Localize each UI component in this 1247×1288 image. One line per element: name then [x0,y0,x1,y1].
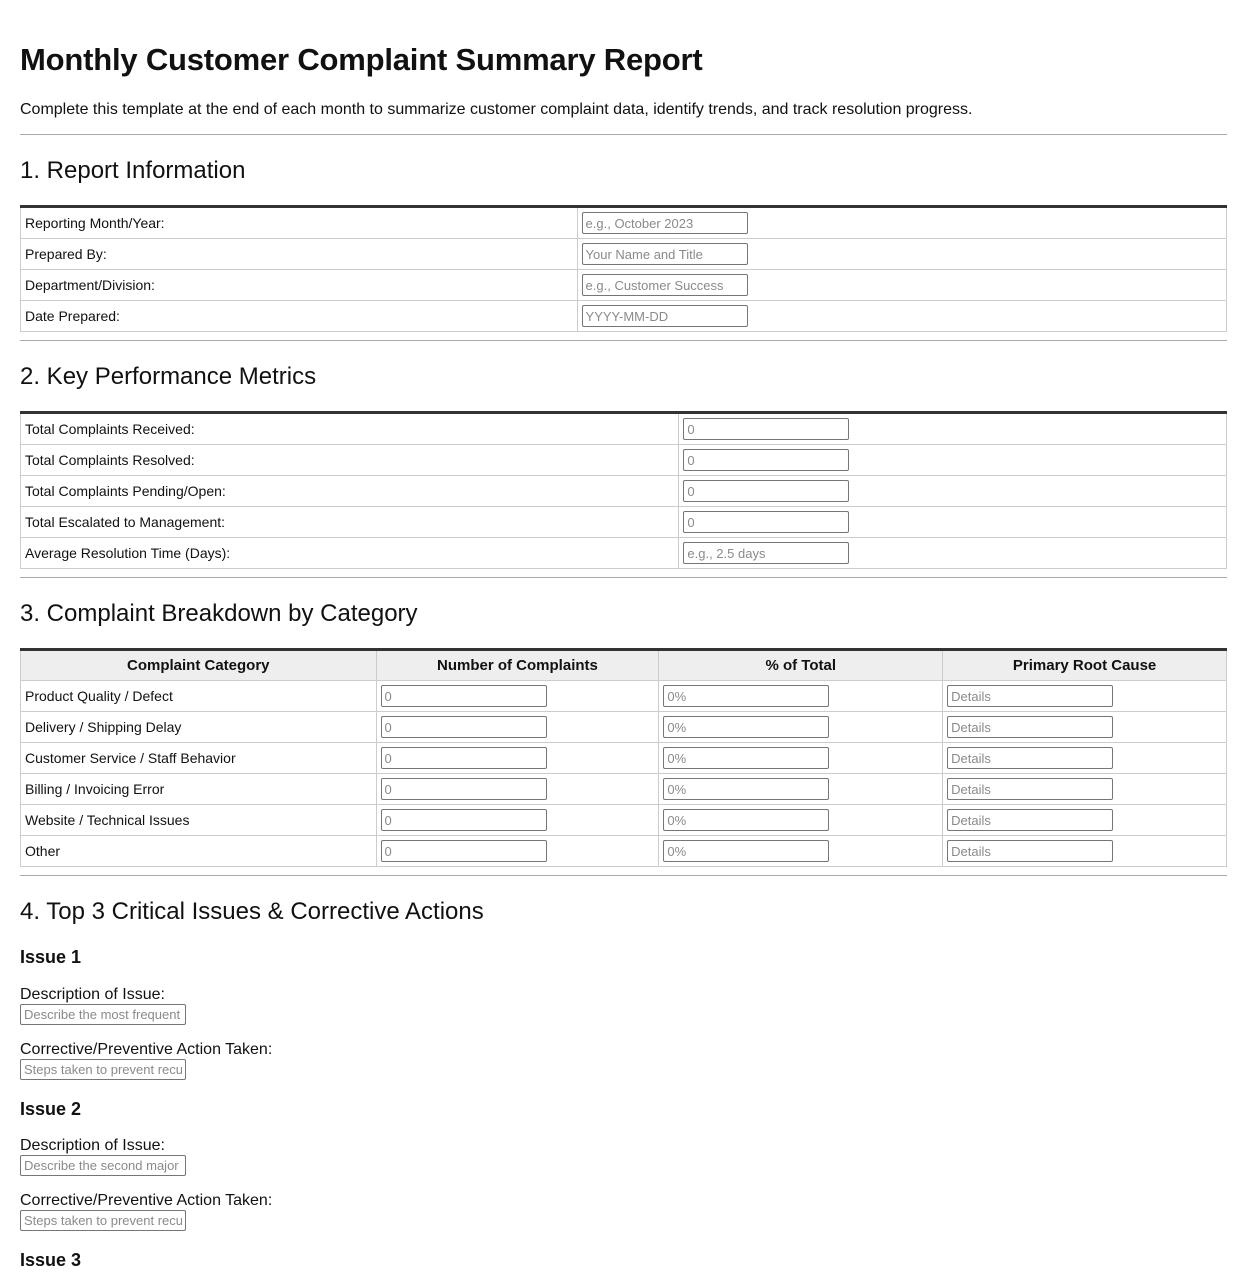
divider [20,577,1227,578]
complaint-count-input[interactable] [381,685,547,707]
column-header: Number of Complaints [376,650,659,681]
category-cell: Billing / Invoicing Error [21,774,377,805]
percent-total-input[interactable] [663,747,829,769]
percent-total-input[interactable] [663,778,829,800]
avg-resolution-input[interactable] [683,542,849,564]
percent-total-input[interactable] [663,809,829,831]
key-metrics-table [20,411,1227,569]
metric-label: Total Complaints Received: [21,413,679,445]
total-pending-input[interactable] [683,480,849,502]
issue-2-description-input[interactable] [20,1155,186,1176]
root-cause-input[interactable] [947,778,1113,800]
field-label: Department/Division: [21,270,578,301]
reporting-month-input[interactable] [582,212,748,234]
table-row [21,239,1227,270]
category-cell: Delivery / Shipping Delay [21,712,377,743]
prepared-by-input[interactable] [582,243,748,265]
table-row [21,507,1227,538]
issue-2-block [20,1098,1227,1231]
category-cell: Website / Technical Issues [21,805,377,836]
complaint-count-input[interactable] [381,747,547,769]
table-row [21,774,1227,805]
issue-1-block [20,946,1227,1080]
corrective-action-label: Corrective/Preventive Action Taken: [20,1041,273,1058]
metric-label: Total Escalated to Management: [21,507,679,538]
total-resolved-input[interactable] [683,449,849,471]
issue-1-description-input[interactable] [20,1004,186,1025]
percent-total-input[interactable] [663,716,829,738]
table-row [21,836,1227,867]
complaint-count-input[interactable] [381,809,547,831]
total-received-input[interactable] [683,418,849,440]
category-breakdown-table [20,648,1227,867]
percent-total-input[interactable] [663,685,829,707]
complaint-count-input[interactable] [381,716,547,738]
root-cause-input[interactable] [947,685,1113,707]
issue-title: Issue 3 [20,1250,82,1270]
column-header: Primary Root Cause [943,650,1227,681]
table-row [21,681,1227,712]
section-heading-key-metrics: 2. Key Performance Metrics [20,363,317,390]
divider [20,875,1227,876]
metric-label: Average Resolution Time (Days): [21,538,679,569]
total-escalated-input[interactable] [683,511,849,533]
root-cause-input[interactable] [947,716,1113,738]
section-heading-report-information: 1. Report Information [20,157,246,184]
root-cause-input[interactable] [947,747,1113,769]
complaint-count-input[interactable] [381,778,547,800]
date-prepared-input[interactable] [582,305,748,327]
divider [20,134,1227,135]
table-row [21,270,1227,301]
table-row [21,538,1227,569]
table-row [21,805,1227,836]
divider [20,340,1227,341]
issue-description-label: Description of Issue: [20,1137,165,1154]
table-row [21,207,1227,239]
column-header: % of Total [659,650,943,681]
column-header: Complaint Category [21,650,377,681]
report-information-table [20,205,1227,332]
category-cell: Other [21,836,377,867]
complaint-count-input[interactable] [381,840,547,862]
field-label: Date Prepared: [21,301,578,332]
intro-text: Complete this template at the end of each month to summarize customer complaint data, identify trends, and track resolution progress. [20,101,973,118]
issue-3-block [20,1249,1227,1271]
table-header-row [21,650,1227,681]
field-label: Prepared By: [21,239,578,270]
table-row [21,301,1227,332]
issue-title: Issue 1 [20,947,82,967]
issue-title: Issue 2 [20,1099,82,1119]
department-input[interactable] [582,274,748,296]
issue-2-action-input[interactable] [20,1210,186,1231]
table-row [21,445,1227,476]
issue-description-label: Description of Issue: [20,986,165,1003]
category-cell: Product Quality / Defect [21,681,377,712]
issue-1-action-input[interactable] [20,1059,186,1080]
field-label: Reporting Month/Year: [21,207,578,239]
metric-label: Total Complaints Resolved: [21,445,679,476]
metric-label: Total Complaints Pending/Open: [21,476,679,507]
category-cell: Customer Service / Staff Behavior [21,743,377,774]
section-heading-category-breakdown: 3. Complaint Breakdown by Category [20,600,418,627]
root-cause-input[interactable] [947,809,1113,831]
root-cause-input[interactable] [947,840,1113,862]
page-title: Monthly Customer Complaint Summary Report [20,42,703,77]
corrective-action-label: Corrective/Preventive Action Taken: [20,1192,273,1209]
table-row [21,712,1227,743]
table-row [21,476,1227,507]
table-row [21,413,1227,445]
percent-total-input[interactable] [663,840,829,862]
section-heading-critical-issues: 4. Top 3 Critical Issues & Corrective Actions [20,898,484,925]
table-row [21,743,1227,774]
